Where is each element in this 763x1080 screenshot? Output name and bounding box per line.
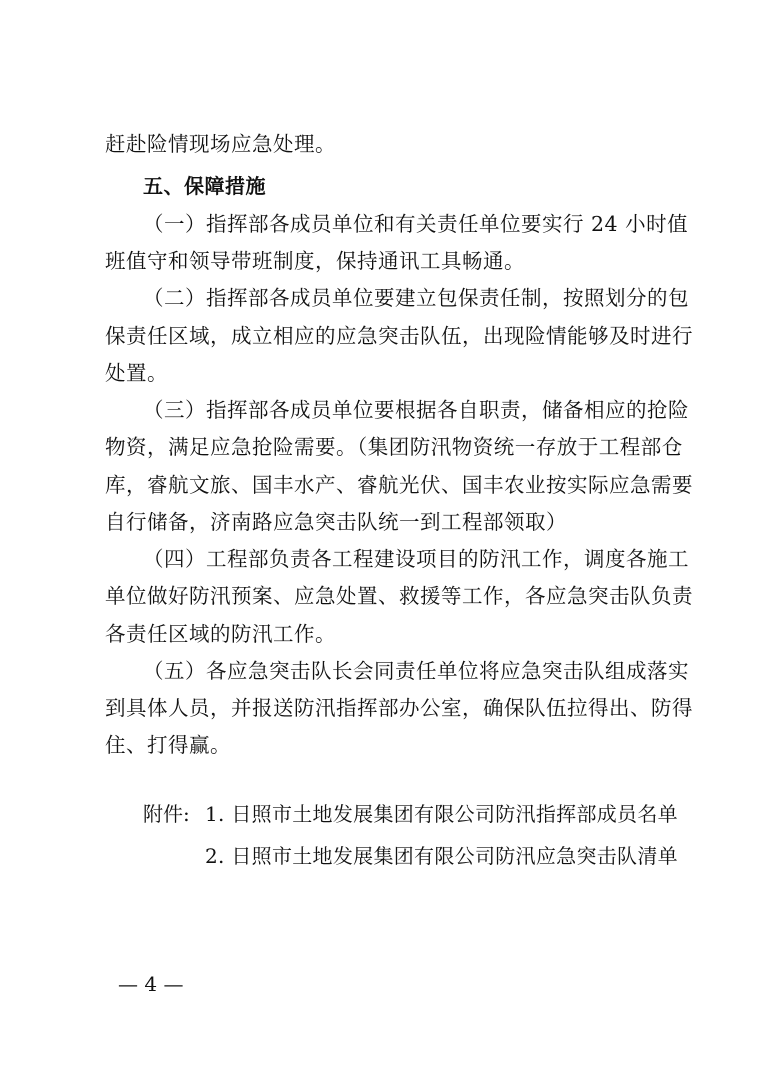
paragraph-line: （一）指挥部各成员单位和有关责任单位要实行 24 小时值 [143, 212, 689, 236]
paragraph-line: 物资，满足应急抢险需要。（集团防汛物资统一存放于工程部仓 [105, 435, 683, 459]
body-line: 赶赴险情现场应急处理。 [105, 132, 336, 156]
paragraph-line: 处置。 [105, 361, 168, 385]
paragraph-line: （二）指挥部各成员单位要建立包保责任制，按照划分的包 [143, 286, 689, 310]
paragraph-line: 自行储备，济南路应急突击队统一到工程部领取） [105, 510, 567, 534]
paragraph-line: （三）指挥部各成员单位要根据各自职责，储备相应的抢险 [143, 398, 689, 422]
paragraph-line: 保责任区域，成立相应的应急突击队伍，出现险情能够及时进行 [105, 324, 693, 348]
paragraph-line: 班值守和领导带班制度，保持通讯工具畅通。 [105, 249, 525, 273]
attachment-item: 2. 日照市土地发展集团有限公司防汛应急突击队清单 [205, 844, 678, 868]
attachment-item: 1. 日照市土地发展集团有限公司防汛指挥部成员名单 [205, 802, 678, 826]
paragraph-line: 库，睿航文旅、国丰水产、睿航光伏、国丰农业按实际应急需要 [105, 473, 693, 497]
section-heading: 五、保障措施 [143, 174, 266, 198]
paragraph-line: 住、打得赢。 [105, 733, 231, 757]
page-number: — 4 — [118, 972, 184, 996]
paragraph-line: 到具体人员，并报送防汛指挥部办公室，确保队伍拉得出、防得 [105, 696, 693, 720]
paragraph-line: 各责任区域的防汛工作。 [105, 622, 336, 646]
paragraph-line: （四）工程部负责各工程建设项目的防汛工作，调度各施工 [143, 547, 689, 571]
attachments-label: 附件: [143, 802, 190, 826]
paragraph-line: 单位做好防汛预案、应急处置、救援等工作，各应急突击队负责 [105, 584, 693, 608]
paragraph-line: （五）各应急突击队长会同责任单位将应急突击队组成落实 [143, 659, 689, 683]
